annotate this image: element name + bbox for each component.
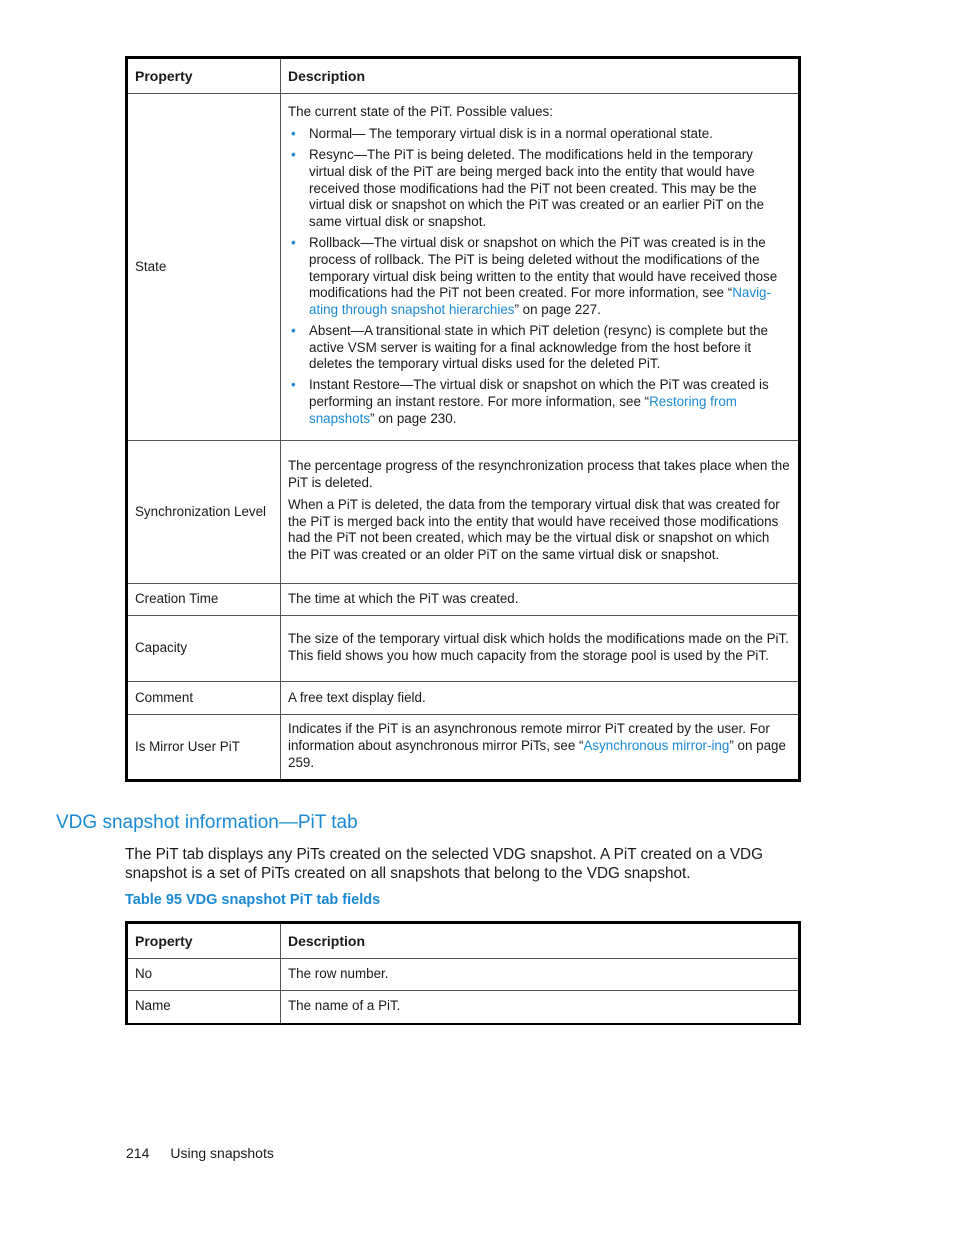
table-row (127, 959, 800, 991)
description-sync-level: The percentage progress of the resynchronization process that takes place when the PiT is deleted. When a PiT is deleted, the data from the temporary virtual disk that was created for the PiT is merged back into the entity that would have received those modifications had the PiT not been created, which may be the virtual disk or snapshot on which the PiT was created or an older PiT on the same virtual disk or snapshot. (281, 441, 800, 584)
property-capacity: Capacity (127, 616, 281, 682)
property-creation-time: Creation Time (127, 584, 281, 616)
description-mirror: Indicates if the PiT is an asynchronous remote mirror PiT created by the user. For information about asynchronous mirror PiTs, see “Asynchronous mirror-ing” on page 259. (281, 715, 800, 781)
bullet-icon: • (291, 146, 296, 162)
list-item-instant-restore: • Instant Restore—The virtual disk or snapshot on which the PiT was created is performing an instant restore. For more information, see “Restoring from snapshots” on page 230. (291, 377, 769, 426)
description-state (281, 94, 800, 441)
header-property: Property (127, 58, 281, 94)
pit-tab-fields-table (125, 921, 801, 1025)
table-row-sync-level (127, 441, 800, 584)
property-state: State (127, 94, 281, 441)
description-creation-time: The time at which the PiT was created. (281, 584, 800, 616)
description-comment: A free text display field. (281, 682, 800, 715)
table-row (127, 991, 800, 1024)
header-description: Description (281, 58, 800, 94)
pit-properties-table (125, 56, 801, 782)
section-body: The PiT tab displays any PiTs created on the selected VDG snapshot. A PiT created on a VDG snapshot is a set of PiTs created on all snapshots that belong to the VDG snapshot. (125, 846, 764, 882)
list-item-rollback: • Rollback—The virtual disk or snapshot on which the PiT was created is in the process of rollback. The PiT is being deleted without the modifications of the temporary virtual disk being written to the entity that would have received those modifications had the PiT not been created. For more information, see “Navig-ating through snapshot hierarchies” on page 227. (291, 234, 778, 318)
table-row-state (127, 94, 800, 441)
section-heading: VDG snapshot information—PiT tab (56, 812, 358, 833)
table-row-mirror (127, 715, 800, 781)
table-header-row (127, 923, 800, 959)
property-no: No (127, 959, 281, 991)
description-no: The row number. (281, 959, 800, 991)
description-capacity: The size of the temporary virtual disk which holds the modifications made on the PiT. This field shows you how much capacity from the storage pool is used by the PiT. (281, 616, 800, 682)
list-item-resync: • Resync—The PiT is being deleted. The modifications held in the temporary virtual disk of the PiT are being merged back into the entity that would have received those modifications had the PiT not been created. This may be the virtual disk or snapshot on which the PiT was created or an earlier PiT on the same virtual disk or snapshot. (291, 146, 765, 230)
footer-section-title: Using snapshots (170, 1145, 274, 1161)
list-item-absent: • Absent—A transitional state in which PiT deletion (resync) is complete but the active VSM server is waiting for a final acknowledge from the host before it deletes the temporary virtual disks used for the deleted PiT. (291, 322, 768, 372)
header-description: Description (281, 923, 800, 959)
table-header-row (127, 58, 800, 94)
table-row-creation-time (127, 584, 800, 616)
bullet-icon: • (291, 126, 296, 142)
page-footer (126, 1145, 274, 1161)
table-caption: Table 95 VDG snapshot PiT tab fields (125, 892, 381, 908)
table-row-capacity (127, 616, 800, 682)
table-row-comment (127, 682, 800, 715)
page-number: 214 (126, 1145, 150, 1161)
bullet-icon: • (291, 377, 296, 393)
property-comment: Comment (127, 682, 281, 715)
bullet-icon: • (291, 322, 296, 338)
link-asynchronous-mirroring[interactable]: Asynchronous mirror-ing (583, 737, 730, 753)
description-name: The name of a PiT. (281, 991, 800, 1024)
link-restoring-from-snapshots[interactable]: Restoring from snapshots (309, 394, 737, 426)
list-item-normal: • Normal— The temporary virtual disk is in a normal operational state. (291, 126, 713, 142)
state-intro: The current state of the PiT. Possible values: (288, 104, 553, 120)
property-sync-level: Synchronization Level (127, 441, 281, 584)
link-navigating-snapshot-hierarchies[interactable]: Navig-ating through snapshot hierarchies (309, 285, 771, 318)
property-name: Name (127, 991, 281, 1024)
property-mirror: Is Mirror User PiT (127, 715, 281, 781)
state-values-list (288, 126, 791, 428)
bullet-icon: • (291, 234, 296, 250)
header-property: Property (127, 923, 281, 959)
